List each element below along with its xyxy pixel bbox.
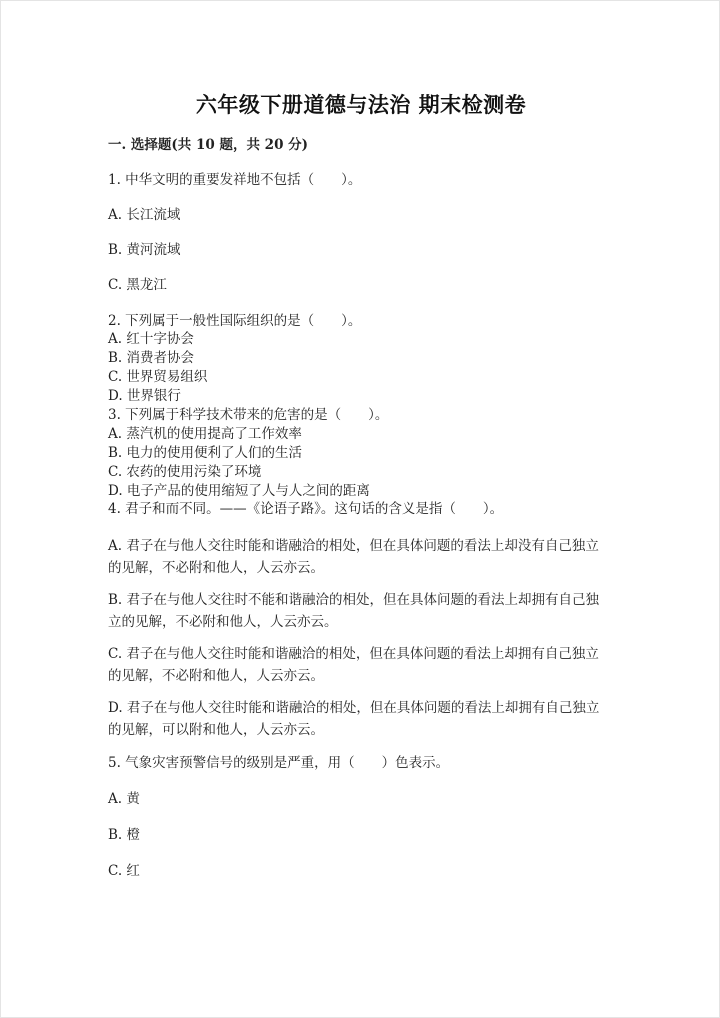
question-3-option-a: A. 蒸汽机的使用提高了工作效率 (108, 426, 302, 442)
question-1-option-c: C. 黑龙江 (108, 277, 167, 293)
question-2-option-c: C. 世界贸易组织 (108, 369, 208, 385)
question-4-option-d: D. 君子在与他人交往时能和谐融洽的相处，但在具体问题的看法上却拥有自己独立的见解，可以附和他人，人云亦云。 (108, 700, 600, 738)
question-3-option-d: D. 电子产品的使用缩短了人与人之间的距离 (108, 483, 370, 499)
question-5-option-c: C. 红 (108, 863, 140, 879)
section-heading: 一. 选择题(共 10 题，共 20 分) (108, 137, 309, 153)
question-3-option-b: B. 电力的使用便利了人们的生活 (108, 445, 303, 461)
question-2-option-d: D. 世界银行 (108, 388, 181, 404)
question-4-option-c: C. 君子在与他人交往时能和谐融洽的相处，但在具体问题的看法上却拥有自己独立的见解，不必附和他人，人云亦云。 (108, 646, 599, 684)
question-2-option-b: B. 消费者协会 (108, 350, 195, 366)
question-5-option-a: A. 黄 (108, 791, 140, 807)
question-5-stem: 5. 气象灾害预警信号的级别是严重，用（ ）色表示。 (108, 755, 450, 771)
question-2-option-a: A. 红十字协会 (108, 331, 194, 347)
question-1-option-b: B. 黄河流域 (108, 242, 181, 258)
question-2-stem: 2. 下列属于一般性国际组织的是（ ）。 (108, 313, 362, 329)
page-title: 六年级下册道德与法治 期末检测卷 (195, 92, 527, 117)
question-1-option-a: A. 长江流域 (108, 207, 181, 223)
question-1-stem: 1. 中华文明的重要发祥地不包括（ ）。 (108, 172, 362, 188)
question-4-option-b: B. 君子在与他人交往时不能和谐融洽的相处，但在具体问题的看法上却拥有自己独立的见解，不必附和他人，人云亦云。 (108, 592, 600, 630)
question-5-option-b: B. 橙 (108, 827, 141, 843)
question-3-option-c: C. 农药的使用污染了环境 (108, 464, 262, 480)
question-4-stem: 4. 君子和而不同。——《论语子路》。这句话的含义是指（ ）。 (108, 501, 504, 517)
question-4-option-a: A. 君子在与他人交往时能和谐融洽的相处，但在具体问题的看法上却没有自己独立的见解，不必附和他人，人云亦云。 (108, 538, 599, 576)
question-3-stem: 3. 下列属于科学技术带来的危害的是（ ）。 (108, 407, 389, 423)
